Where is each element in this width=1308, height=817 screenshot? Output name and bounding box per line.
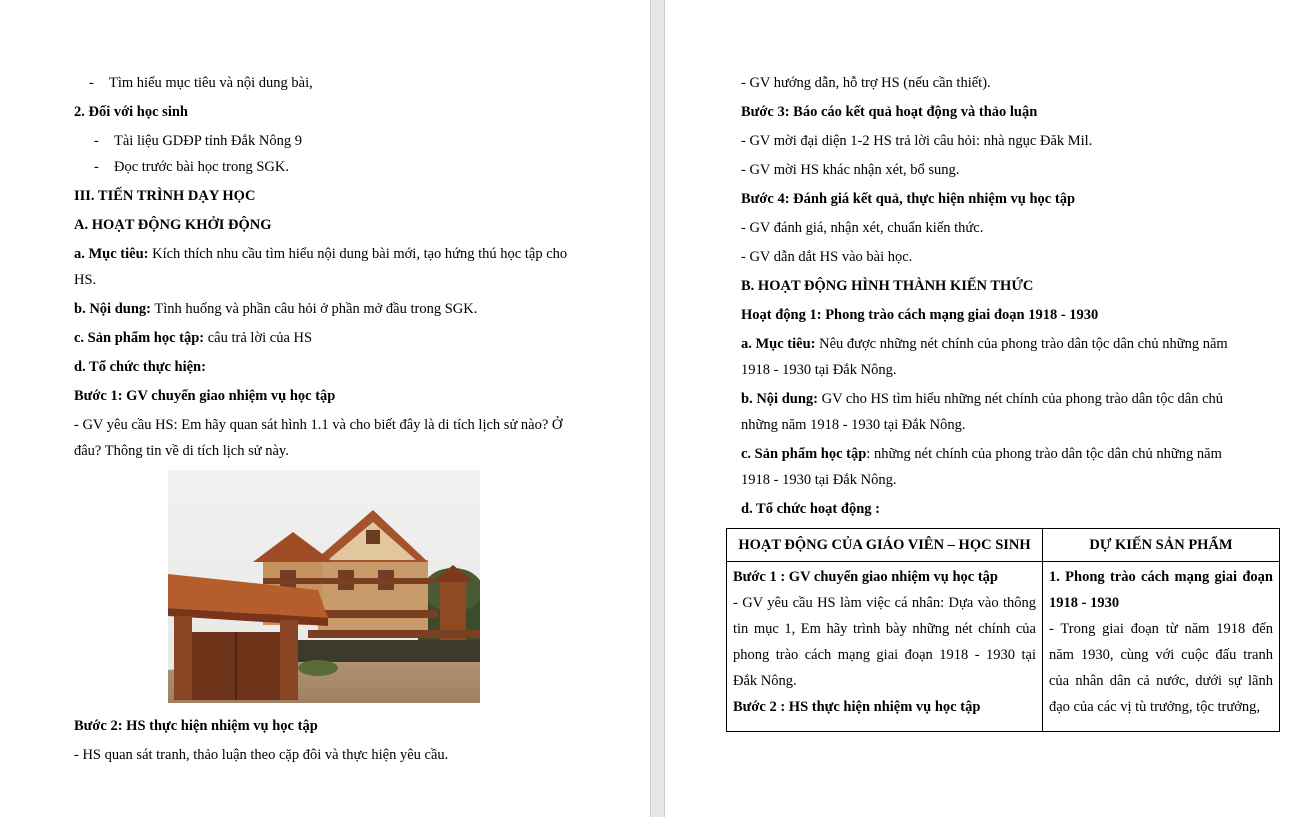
paragraph-organize: d. Tổ chức hoạt động :: [741, 501, 880, 517]
paragraph-step-3-a: - GV mời đại diện 1-2 HS trả lời câu hỏi: nhà ngục Đăk Mil.: [741, 133, 1093, 149]
paragraph-step-2: - HS quan sát tranh, thảo luận theo cặp đôi và thực hiện yêu cầu.: [74, 747, 449, 763]
paragraph-content-cont: những năm 1918 - 1930 tại Đắk Nông.: [741, 417, 966, 433]
house-photo: [168, 470, 480, 703]
heading-activity-1: Hoạt động 1: Phong trào cách mạng giai đoạn 1918 - 1930: [741, 307, 1099, 323]
table-product-text: - Trong giai đoạn từ năm 1918 đến năm 1930, cùng với cuộc đấu tranh của nhân dân cả nước, dưới sự lãnh đạo của các vị tù trưởng, tộc trưởng,: [1049, 621, 1273, 715]
paragraph-objective: a. Mục tiêu: Kích thích nhu cầu tìm hiểu nội dung bài mới, tạo hứng thú học tập cho: [74, 246, 568, 262]
table-row: [727, 562, 1280, 732]
paragraph-guide: - GV hướng dẫn, hỗ trợ HS (nếu cần thiết).: [741, 75, 991, 91]
heading-section-b: B. HOẠT ĐỘNG HÌNH THÀNH KIẾN THỨC: [741, 278, 1034, 294]
table-product-heading: 1. Phong trào cách mạng giai đoạn 1918 - 1930: [1049, 569, 1273, 611]
paragraph-objective-cont: HS.: [74, 272, 97, 288]
paragraph-organize: d. Tổ chức thực hiện:: [74, 359, 206, 375]
heading-section-3: III. TIẾN TRÌNH DẠY HỌC: [74, 188, 256, 204]
page-gutter: [650, 0, 665, 817]
paragraph-objective: a. Mục tiêu: Nêu được những nét chính của phong trào dân tộc dân chủ những năm: [741, 336, 1228, 352]
table-cell: [1043, 562, 1280, 732]
paragraph-step-4-b: - GV dẫn dắt HS vào bài học.: [741, 249, 913, 265]
table-header-cell: HOẠT ĐỘNG CỦA GIÁO VIÊN – HỌC SINH: [727, 529, 1043, 562]
table-step-2: Bước 2 : HS thực hiện nhiệm vụ học tập: [733, 699, 981, 715]
paragraph-content: b. Nội dung: Tình huống và phần câu hỏi ở phần mở đầu trong SGK.: [74, 301, 478, 317]
list-item: - Đọc trước bài học trong SGK.: [94, 159, 289, 175]
paragraph-product: c. Sản phẩm học tập: những nét chính của phong trào dân tộc dân chủ những năm: [741, 446, 1222, 462]
paragraph-objective-cont: 1918 - 1930 tại Đắk Nông.: [741, 362, 897, 378]
paragraph-step-1: - GV yêu cầu HS: Em hãy quan sát hình 1.1 và cho biết đây là di tích lịch sử nào? Ở: [74, 417, 563, 433]
heading-step-1: Bước 1: GV chuyển giao nhiệm vụ học tập: [74, 388, 336, 404]
document-page-right: [665, 0, 1308, 817]
document-page-left: [0, 0, 650, 817]
heading-section-a: A. HOẠT ĐỘNG KHỞI ĐỘNG: [74, 217, 272, 233]
table-cell: [727, 562, 1043, 732]
paragraph-content: b. Nội dung: GV cho HS tìm hiểu những nét chính của phong trào dân tộc dân chủ: [741, 391, 1224, 407]
table-header-cell: DỰ KIẾN SẢN PHẨM: [1043, 529, 1280, 562]
paragraph-step-3-b: - GV mời HS khác nhận xét, bổ sung.: [741, 162, 960, 178]
heading-step-4: Bước 4: Đánh giá kết quả, thực hiện nhiệm vụ học tập: [741, 191, 1076, 207]
activity-table: [726, 528, 1280, 732]
heading-step-3: Bước 3: Báo cáo kết quả hoạt động và thảo luận: [741, 104, 1038, 120]
heading-students: 2. Đối với học sinh: [74, 104, 188, 120]
list-item: - Tìm hiểu mục tiêu và nội dung bài,: [89, 75, 313, 91]
paragraph-step-4-a: - GV đánh giá, nhận xét, chuẩn kiến thức.: [741, 220, 984, 236]
paragraph-product-cont: 1918 - 1930 tại Đắk Nông.: [741, 472, 897, 488]
table-task-text: - GV yêu cầu HS làm việc cá nhân: Dựa vào thông tin mục 1, Em hãy trình bày những nét chính của phong trào cách mạng giai đoạn 1918 - 1930 tại Đắk Nông.: [733, 595, 1036, 689]
heading-step-2: Bước 2: HS thực hiện nhiệm vụ học tập: [74, 718, 318, 734]
list-item: - Tài liệu GDĐP tỉnh Đắk Nông 9: [94, 133, 302, 149]
table-step-1: Bước 1 : GV chuyển giao nhiệm vụ học tập: [733, 569, 999, 585]
table-header-row: [727, 529, 1280, 562]
paragraph-product: c. Sản phẩm học tập: câu trả lời của HS: [74, 330, 313, 346]
paragraph-step-1-cont: đâu? Thông tin về di tích lịch sử này.: [74, 443, 289, 459]
